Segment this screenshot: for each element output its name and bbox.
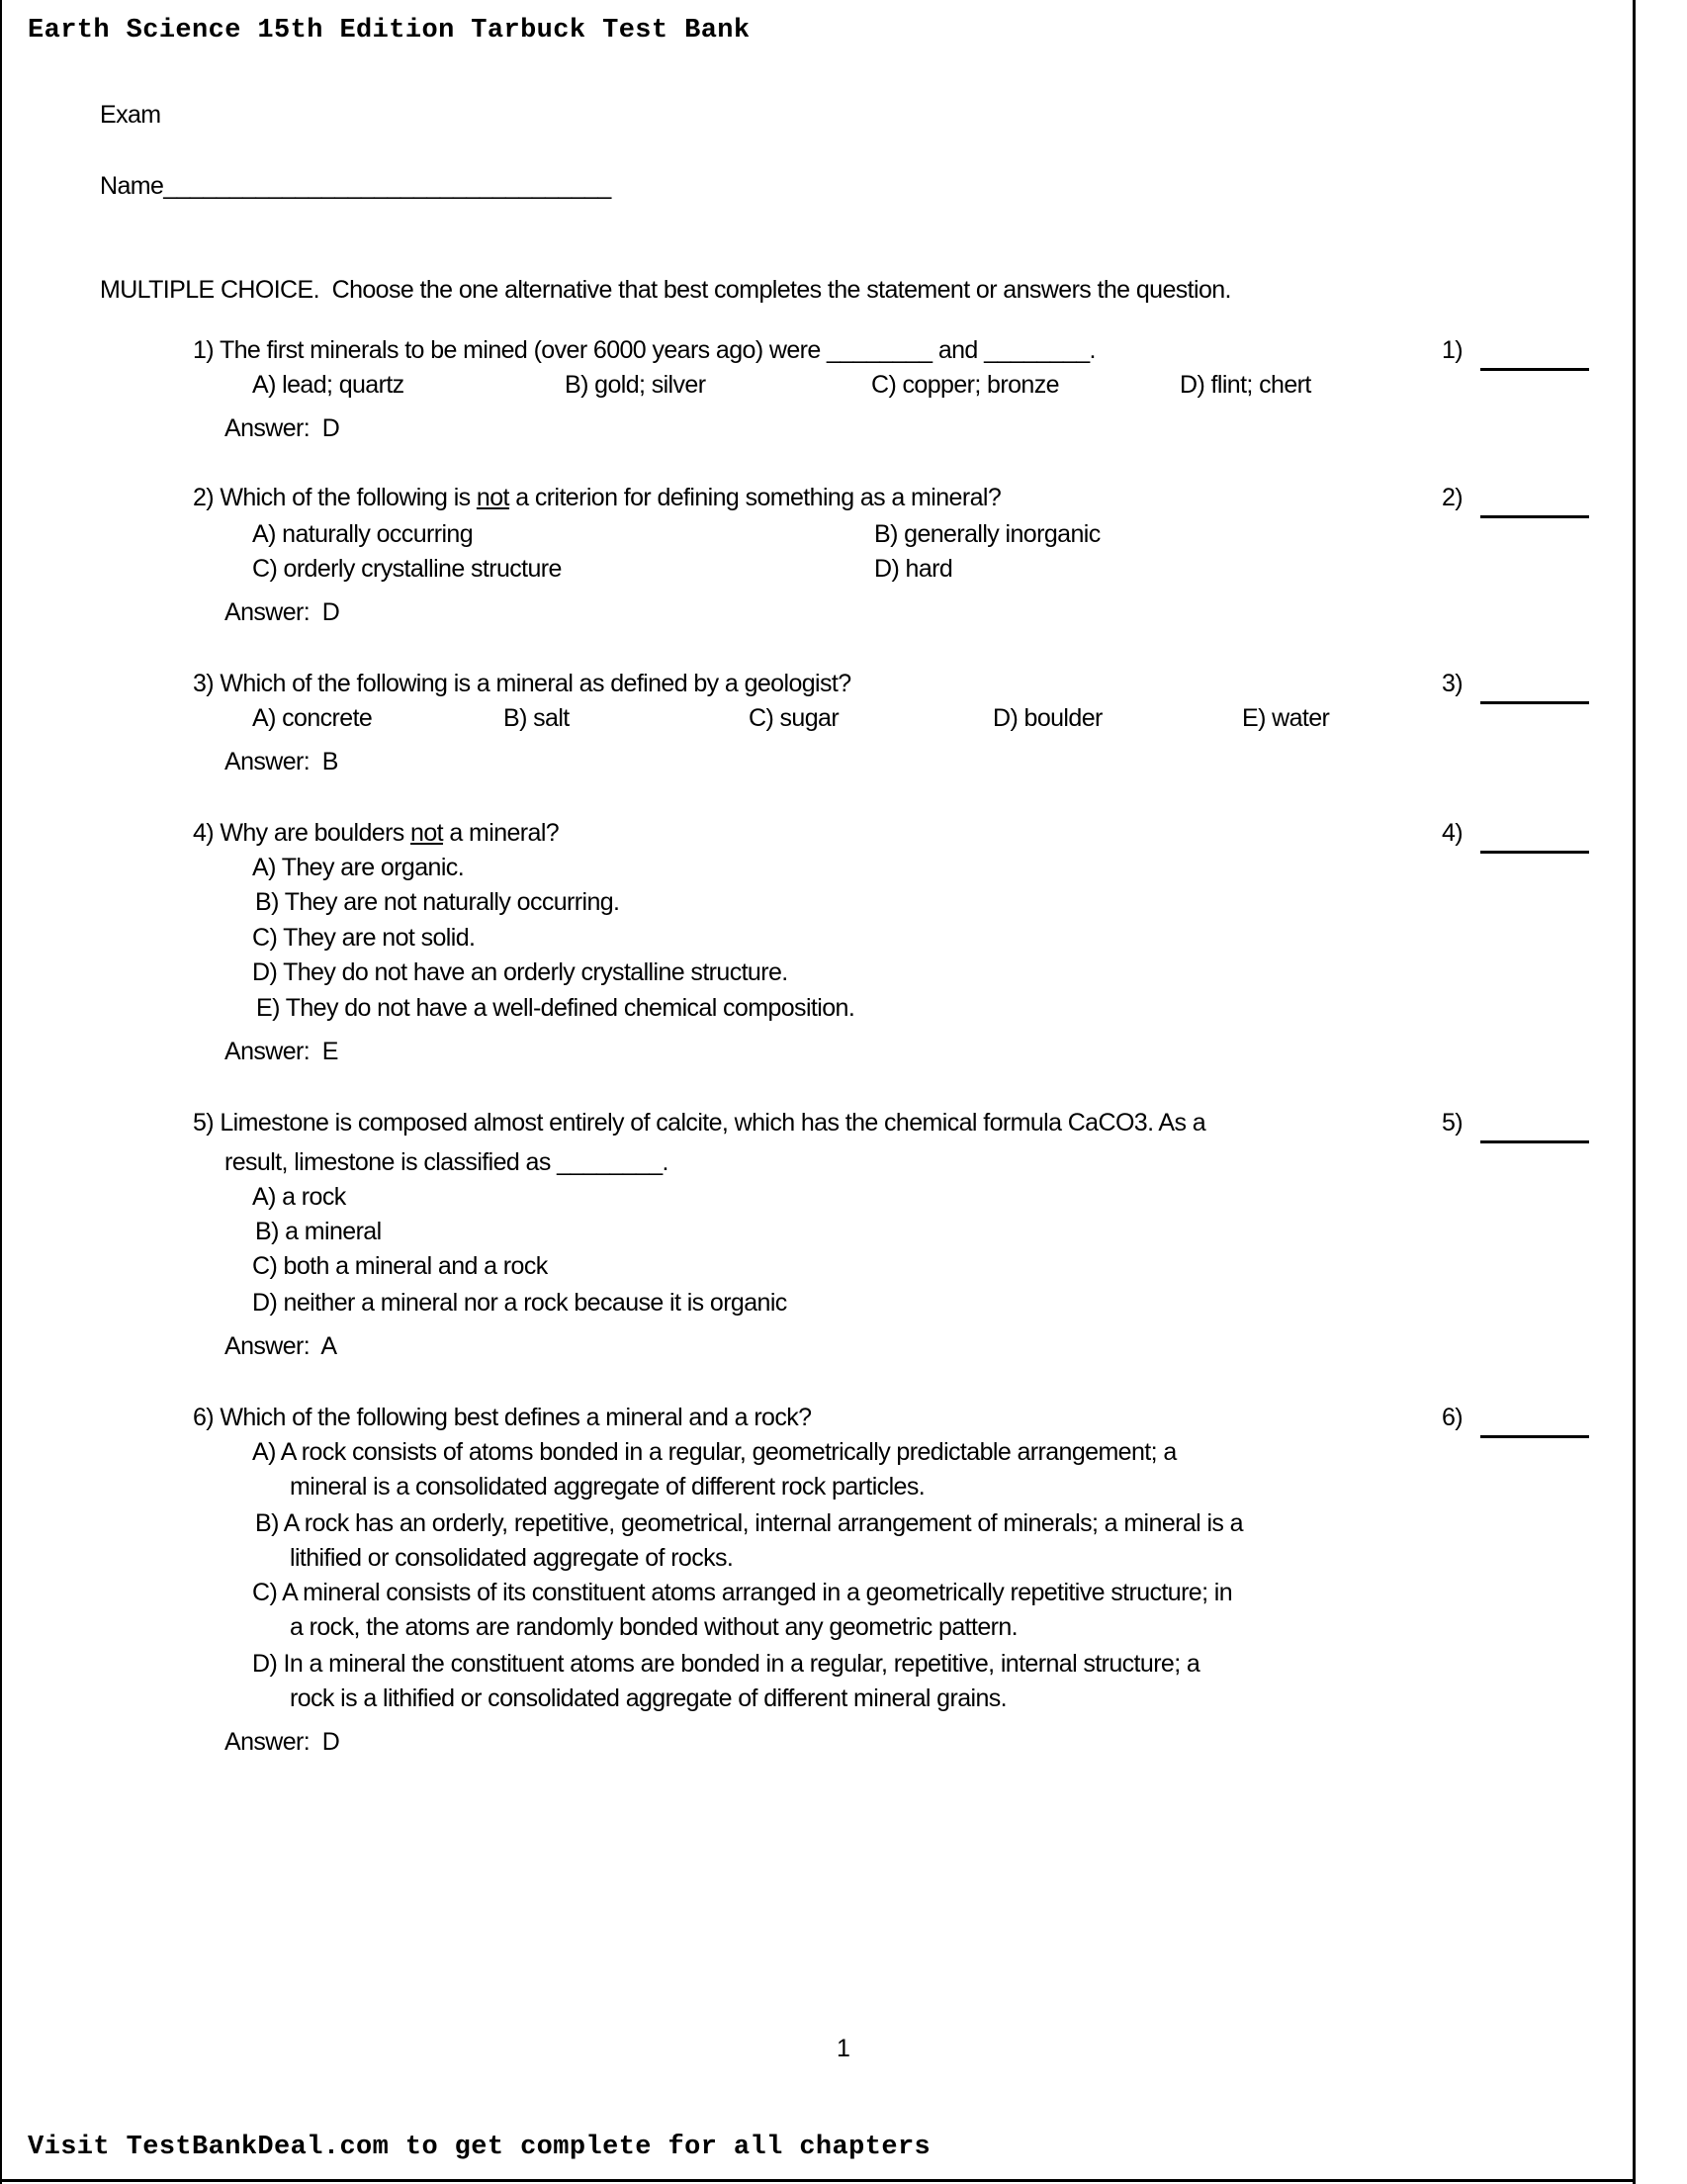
question-number: 2) <box>193 484 221 511</box>
name-field[interactable]: Name__________________________________ <box>100 172 611 200</box>
underlined-word: not <box>476 484 509 511</box>
answer-option: D) In a mineral the constituent atoms are bonded in a regular, repetitive, internal structure; a <box>252 1650 1200 1678</box>
answer-option: A) lead; quartz <box>252 371 404 399</box>
answer-option: C) both a mineral and a rock <box>252 1252 548 1280</box>
answer-option: A) They are organic. <box>252 854 465 881</box>
answer-option: B) generally inorganic <box>874 520 1101 548</box>
answer-option: E) They do not have a well-defined chemical composition. <box>256 994 855 1022</box>
answer-option: B) A rock has an orderly, repetitive, geometrical, internal arrangement of minerals; a mineral is a <box>255 1509 1243 1537</box>
stem-text: Which of the following is a mineral as defined by a geologist? <box>220 670 851 697</box>
answer-blank[interactable] <box>1480 368 1589 371</box>
question-stem <box>193 818 559 848</box>
stem-text: Which of the following best defines a mineral and a rock? <box>220 1404 812 1431</box>
question-stem <box>224 1147 668 1177</box>
underlined-word: not <box>410 819 444 847</box>
stem-text: result, limestone is classified as ________. <box>224 1148 668 1176</box>
footer-text: Visit TestBankDeal.com to get complete for all chapters <box>28 2133 932 2162</box>
question-number: 5) <box>193 1109 221 1137</box>
answer-option: C) sugar <box>749 704 840 732</box>
question-number: 4) <box>193 819 221 847</box>
question-stem <box>193 335 1096 365</box>
answer-slot-number: 6) <box>1442 1404 1464 1431</box>
answer-option: D) flint; chert <box>1180 371 1311 399</box>
answer-slot-number: 5) <box>1442 1109 1464 1137</box>
answer-blank[interactable] <box>1480 1435 1589 1438</box>
answer-slot-number: 2) <box>1442 484 1464 511</box>
answer-option: D) neither a mineral nor a rock because it is organic <box>252 1289 787 1317</box>
answer-option: C) copper; bronze <box>871 371 1059 399</box>
answer-option: D) boulder <box>993 704 1103 732</box>
answer-option: B) They are not naturally occurring. <box>255 888 620 916</box>
answer-option: C) They are not solid. <box>252 924 476 952</box>
answer-option: D) hard <box>874 555 953 583</box>
stem-text: a criterion for defining something as a mineral? <box>508 484 1002 511</box>
page-border-right <box>1633 0 1636 2184</box>
answer-option: D) They do not have an orderly crystalline structure. <box>252 958 788 986</box>
question-stem <box>193 1108 1205 1138</box>
answer-option: rock is a lithified or consolidated aggregate of different mineral grains. <box>290 1684 1008 1712</box>
answer-option: lithified or consolidated aggregate of rocks. <box>290 1544 734 1572</box>
answer-option: A) concrete <box>252 704 373 732</box>
answer-option: a rock, the atoms are randomly bonded without any geometric pattern. <box>290 1613 1019 1641</box>
question-stem <box>193 483 1001 512</box>
answer-option: mineral is a consolidated aggregate of different rock particles. <box>290 1473 926 1501</box>
stem-text: The first minerals to be mined (over 6000 years ago) were ________ and ________. <box>219 336 1096 364</box>
question-number: 6) <box>193 1404 221 1431</box>
answer-option: B) gold; silver <box>565 371 706 399</box>
answer-blank[interactable] <box>1480 701 1589 704</box>
answer-slot-number: 4) <box>1442 819 1464 847</box>
answer-option: A) A rock consists of atoms bonded in a regular, geometrically predictable arrangement; a <box>252 1438 1177 1466</box>
question-number: 1) <box>193 336 220 364</box>
answer-option: A) naturally occurring <box>252 520 474 548</box>
answer-key: Answer: E <box>224 1038 338 1065</box>
document-title: Earth Science 15th Edition Tarbuck Test Bank <box>28 16 751 46</box>
page-border-bottom <box>0 2179 1636 2182</box>
answer-option: A) a rock <box>252 1183 346 1211</box>
answer-slot-number: 1) <box>1442 336 1464 364</box>
instructions: MULTIPLE CHOICE. Choose the one alternative that best completes the statement or answers the question. <box>100 276 1231 304</box>
answer-blank[interactable] <box>1480 515 1589 518</box>
answer-slot-number: 3) <box>1442 670 1464 697</box>
page-border-left <box>0 0 2 2184</box>
answer-key: Answer: D <box>224 414 340 442</box>
stem-text: a mineral? <box>443 819 560 847</box>
answer-key: Answer: B <box>224 748 338 775</box>
answer-option: B) a mineral <box>255 1218 382 1245</box>
question-stem <box>193 669 851 698</box>
stem-text: Why are boulders <box>220 819 411 847</box>
answer-key: Answer: A <box>224 1332 337 1360</box>
question-number: 3) <box>193 670 221 697</box>
answer-key: Answer: D <box>224 598 340 626</box>
question-stem <box>193 1403 811 1432</box>
page-number: 1 <box>837 2035 850 2062</box>
answer-blank[interactable] <box>1480 1140 1589 1143</box>
answer-option: B) salt <box>503 704 570 732</box>
answer-option: E) water <box>1242 704 1330 732</box>
answer-blank[interactable] <box>1480 851 1589 854</box>
stem-text: Limestone is composed almost entirely of calcite, which has the chemical formula CaCO3. As a <box>220 1109 1206 1137</box>
exam-label: Exam <box>100 101 161 129</box>
answer-option: C) orderly crystalline structure <box>252 555 562 583</box>
answer-key: Answer: D <box>224 1728 340 1756</box>
stem-text: Which of the following is <box>220 484 477 511</box>
answer-option: C) A mineral consists of its constituent atoms arranged in a geometrically repetitive structure; in <box>252 1579 1233 1606</box>
